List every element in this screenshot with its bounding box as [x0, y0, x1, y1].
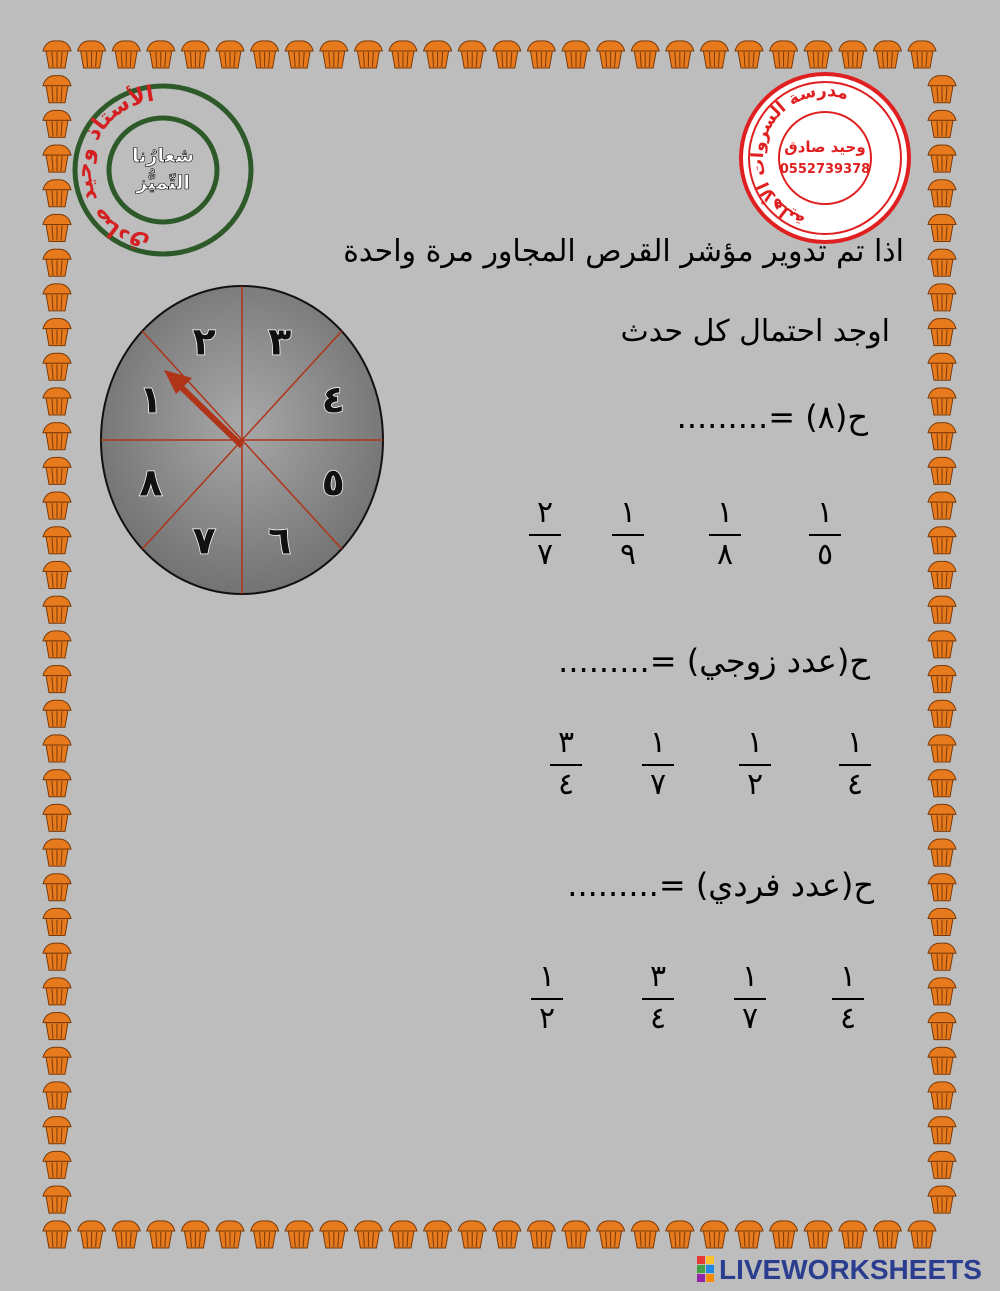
cupcake-icon	[928, 874, 956, 901]
cupcake-icon	[147, 1221, 175, 1248]
cupcake-icon	[43, 319, 71, 346]
cupcake-icon	[181, 41, 209, 68]
cupcake-icon	[424, 41, 452, 68]
q2-option-2[interactable]: ١ ٢	[735, 728, 775, 804]
cupcake-icon	[251, 41, 279, 68]
cupcake-icon	[928, 839, 956, 866]
cupcake-icon	[78, 41, 106, 68]
cupcake-icon	[43, 908, 71, 935]
cupcake-icon	[285, 41, 313, 68]
cupcake-icon	[43, 527, 71, 554]
cupcake-icon	[43, 666, 71, 693]
cupcake-icon	[43, 1013, 71, 1040]
cupcake-icon	[928, 596, 956, 623]
cupcake-icon	[928, 145, 956, 172]
cupcake-icon	[43, 1047, 71, 1074]
q2-option-3[interactable]: ١ ٧	[638, 728, 678, 804]
cupcake-icon	[928, 249, 956, 276]
cupcake-icon	[216, 1221, 244, 1248]
instruction-line-2: اوجد احتمال كل حدث	[620, 314, 890, 349]
cupcake-icon	[666, 41, 694, 68]
cupcake-icon	[928, 770, 956, 797]
cupcake-icon	[354, 41, 382, 68]
cupcake-icon	[928, 492, 956, 519]
cupcake-icon	[43, 41, 71, 68]
cupcake-icon	[43, 804, 71, 831]
cupcake-icon	[804, 1221, 832, 1248]
cupcake-icon	[562, 1221, 590, 1248]
q1-option-1[interactable]: ١ ٥	[805, 498, 845, 574]
cupcake-icon	[320, 41, 348, 68]
spinner-label: ٤	[321, 377, 345, 422]
cupcake-icon	[928, 353, 956, 380]
cupcake-icon	[928, 1117, 956, 1144]
spinner-label: ١	[139, 377, 163, 422]
cupcake-icon	[43, 180, 71, 207]
cupcake-icon	[43, 839, 71, 866]
cupcake-icon	[251, 1221, 279, 1248]
cupcake-icon	[43, 943, 71, 970]
cupcake-icon	[928, 804, 956, 831]
cupcake-icon	[839, 41, 867, 68]
q3-option-2[interactable]: ١ ٧	[730, 962, 770, 1038]
cupcake-icon	[928, 561, 956, 588]
cupcake-icon	[216, 41, 244, 68]
cupcake-icon	[493, 41, 521, 68]
stamp-left-ring-text: الأستاذ وحيد صادق	[72, 82, 156, 258]
cupcake-icon	[928, 908, 956, 935]
teacher-stamp-left	[72, 82, 254, 258]
cupcake-icon	[928, 527, 956, 554]
cupcake-icon	[43, 145, 71, 172]
cupcake-icon	[43, 1186, 71, 1213]
cupcake-icon	[112, 1221, 140, 1248]
cupcake-icon	[928, 423, 956, 450]
cupcake-icon	[839, 1221, 867, 1248]
liveworksheets-logo-icon	[697, 1256, 715, 1282]
cupcake-icon	[735, 41, 763, 68]
question-2-label: ح(عدد زوجي) =.........	[558, 642, 870, 680]
cupcake-icon	[43, 874, 71, 901]
cupcake-icon	[770, 41, 798, 68]
stamp-right-name: وحيد صادق	[784, 138, 866, 156]
cupcake-icon	[631, 1221, 659, 1248]
cupcake-icon	[181, 1221, 209, 1248]
cupcake-icon	[928, 110, 956, 137]
cupcake-icon	[928, 700, 956, 727]
cupcake-icon	[928, 319, 956, 346]
cupcake-icon	[493, 1221, 521, 1248]
cupcake-icon	[928, 388, 956, 415]
cupcake-icon	[928, 76, 956, 103]
cupcake-icon	[928, 943, 956, 970]
spinner-label: ٣	[268, 319, 292, 364]
cupcake-icon	[389, 41, 417, 68]
cupcake-icon	[43, 596, 71, 623]
cupcake-icon	[928, 1082, 956, 1109]
cupcake-icon	[928, 735, 956, 762]
cupcake-icon	[78, 1221, 106, 1248]
cupcake-icon	[458, 41, 486, 68]
cupcake-icon	[928, 180, 956, 207]
cupcake-icon	[873, 1221, 901, 1248]
cupcake-icon	[424, 1221, 452, 1248]
cupcake-icon	[928, 284, 956, 311]
cupcake-icon	[43, 423, 71, 450]
cupcake-icon	[43, 978, 71, 1005]
cupcake-icon	[43, 76, 71, 103]
cupcake-icon	[908, 41, 936, 68]
cupcake-icon	[320, 1221, 348, 1248]
cupcake-icon	[43, 284, 71, 311]
cupcake-icon	[527, 41, 555, 68]
cupcake-icon	[43, 214, 71, 241]
cupcake-icon	[285, 1221, 313, 1248]
question-3-label: ح(عدد فردي) =.........	[567, 866, 874, 904]
q3-option-4[interactable]: ١ ٢	[527, 962, 567, 1038]
cupcake-icon	[527, 1221, 555, 1248]
cupcake-icon	[43, 110, 71, 137]
cupcake-icon	[700, 41, 728, 68]
cupcake-icon	[43, 1151, 71, 1178]
cupcake-icon	[147, 41, 175, 68]
cupcake-icon	[928, 1186, 956, 1213]
cupcake-icon	[43, 1221, 71, 1248]
cupcake-icon	[43, 1082, 71, 1109]
cupcake-icon	[804, 41, 832, 68]
cupcake-icon	[112, 41, 140, 68]
cupcake-icon	[43, 770, 71, 797]
cupcake-icon	[458, 1221, 486, 1248]
cupcake-icon	[928, 1151, 956, 1178]
question-1-label: ح(٨) =.........	[676, 398, 868, 436]
cupcake-icon	[770, 1221, 798, 1248]
cupcake-icon	[735, 1221, 763, 1248]
instruction-line-1: اذا تم تدوير مؤشر القرص المجاور مرة واحدة	[343, 234, 904, 269]
q1-option-4[interactable]: ٢ ٧	[525, 498, 565, 574]
liveworksheets-logo-text: LIVEWORKSHEETS	[719, 1254, 982, 1285]
q2-option-1[interactable]: ١ ٤	[835, 728, 875, 804]
cupcake-icon	[389, 1221, 417, 1248]
cupcake-icon	[928, 1013, 956, 1040]
q3-option-3[interactable]: ٣ ٤	[638, 962, 678, 1038]
liveworksheets-logo[interactable]	[697, 1254, 982, 1286]
cupcake-icon	[873, 41, 901, 68]
cupcake-icon	[43, 631, 71, 658]
cupcake-icon	[562, 41, 590, 68]
cupcake-icon	[597, 41, 625, 68]
spinner-label: ٥	[321, 460, 345, 505]
q1-option-3[interactable]: ١ ٩	[608, 498, 648, 574]
svg-text:الأستاذ وحيد صادق	[72, 82, 156, 257]
stamp-left-center-2: التّميُّز	[136, 172, 190, 194]
spinner-disk	[100, 284, 386, 596]
cupcake-icon	[928, 978, 956, 1005]
school-stamp-right	[738, 70, 912, 244]
cupcake-icon	[928, 1047, 956, 1074]
spinner-label: ٦	[268, 518, 292, 563]
cupcake-icon	[43, 388, 71, 415]
stamp-right-phone: 0552739378	[779, 162, 871, 177]
cupcake-icon	[43, 457, 71, 484]
stamp-left-center-1: شعارُنا	[132, 145, 194, 167]
cupcake-icon	[928, 214, 956, 241]
cupcake-icon	[43, 249, 71, 276]
cupcake-icon	[928, 457, 956, 484]
cupcake-icon	[43, 353, 71, 380]
cupcake-icon	[43, 700, 71, 727]
cupcake-icon	[43, 1117, 71, 1144]
cupcake-icon	[43, 735, 71, 762]
cupcake-icon	[908, 1221, 936, 1248]
cupcake-icon	[666, 1221, 694, 1248]
stamp-right-ring-text: مدرسة السروات الأهلية	[747, 80, 851, 231]
spinner-label: ٢	[192, 319, 216, 364]
cupcake-icon	[354, 1221, 382, 1248]
cupcake-icon	[631, 41, 659, 68]
spinner-label: ٧	[192, 518, 216, 563]
q3-option-1[interactable]: ١ ٤	[828, 962, 868, 1038]
cupcake-icon	[43, 561, 71, 588]
cupcake-icon	[928, 631, 956, 658]
spinner-label: ٨	[139, 460, 163, 505]
cupcake-icon	[928, 666, 956, 693]
q1-option-2[interactable]: ١ ٨	[705, 498, 745, 574]
cupcake-icon	[700, 1221, 728, 1248]
cupcake-icon	[43, 492, 71, 519]
q2-option-4[interactable]: ٣ ٤	[546, 728, 586, 804]
cupcake-icon	[597, 1221, 625, 1248]
